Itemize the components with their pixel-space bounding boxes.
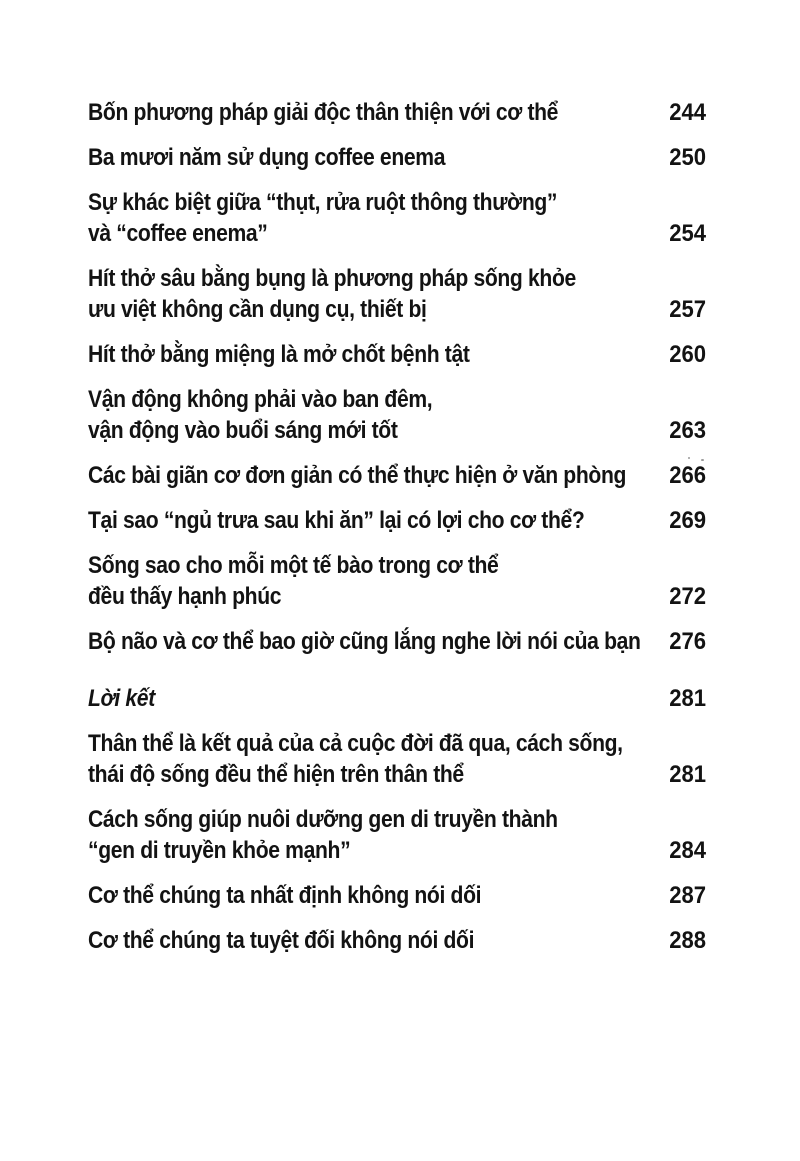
toc-title-line: Các bài giãn cơ đơn giản có thể thực hiện ở văn phòng — [88, 462, 627, 489]
toc-entry — [88, 97, 706, 128]
toc-entry-title — [88, 460, 706, 491]
toc-entry-title — [88, 880, 706, 911]
toc-title-line: Ba mươi năm sử dụng coffee enema — [88, 144, 446, 171]
toc-title-line: Lời kết — [88, 685, 155, 712]
toc-entry-title — [88, 97, 706, 128]
toc-entry-title — [88, 263, 706, 325]
toc-title-line: Cơ thể chúng ta nhất định không nói dối — [88, 882, 482, 909]
toc-title-line: Cách sống giúp nuôi dưỡng gen di truyền thành — [88, 806, 558, 833]
toc-entry — [88, 728, 706, 790]
toc-entry-title — [88, 339, 706, 370]
toc-page-number: 287 — [669, 882, 706, 909]
toc-entry-title — [88, 187, 706, 249]
toc-page-number: 269 — [669, 507, 706, 534]
toc-title-line: Bộ não và cơ thể bao giờ cũng lắng nghe lời nói của bạn — [88, 628, 641, 655]
scan-speck — [688, 457, 690, 459]
toc-page-number: 276 — [669, 628, 706, 655]
toc-entry-title — [88, 683, 706, 714]
toc-title-line: Hít thở sâu bằng bụng là phương pháp sống khỏe — [88, 265, 576, 292]
toc-entry — [88, 460, 706, 491]
toc-entry-title — [88, 550, 706, 612]
toc-page-number: 272 — [669, 583, 706, 610]
toc-page-number: 284 — [669, 837, 706, 864]
scan-speck — [701, 459, 704, 461]
toc-title-line: Sống sao cho mỗi một tế bào trong cơ thể — [88, 552, 499, 579]
toc-entry — [88, 505, 706, 536]
toc-page-number: 281 — [669, 685, 706, 712]
toc-title-line: thái độ sống đều thể hiện trên thân thể — [88, 761, 464, 788]
toc-title-line: Tại sao “ngủ trưa sau khi ăn” lại có lợi cho cơ thể? — [88, 507, 585, 534]
toc-entry-title — [88, 925, 706, 956]
toc-title-line: Thân thể là kết quả của cả cuộc đời đã qua, cách sống, — [88, 730, 623, 757]
toc-title-line: Bốn phương pháp giải độc thân thiện với cơ thể — [88, 99, 559, 126]
toc-page-number: 254 — [669, 220, 706, 247]
toc-entry — [88, 384, 706, 446]
toc-entry — [88, 683, 706, 714]
toc-page-number: 266 — [669, 462, 706, 489]
toc-entry — [88, 925, 706, 956]
toc-page-number: 257 — [669, 296, 706, 323]
toc-entry — [88, 550, 706, 612]
toc-page-number: 260 — [669, 341, 706, 368]
toc-entry — [88, 142, 706, 173]
toc-entry — [88, 804, 706, 866]
toc-title-line: vận động vào buổi sáng mới tốt — [88, 417, 398, 444]
toc-list — [88, 97, 706, 970]
toc-entry-title — [88, 384, 706, 446]
toc-entry-title — [88, 626, 706, 657]
toc-page-number: 250 — [669, 144, 706, 171]
toc-entry-title — [88, 804, 706, 866]
toc-page-number: 263 — [669, 417, 706, 444]
toc-title-line: Vận động không phải vào ban đêm, — [88, 386, 433, 413]
toc-entry — [88, 187, 706, 249]
toc-page-number: 244 — [669, 99, 706, 126]
toc-page-number: 288 — [669, 927, 706, 954]
toc-title-line: Cơ thể chúng ta tuyệt đối không nói dối — [88, 927, 475, 954]
toc-entry — [88, 626, 706, 657]
toc-entry-title — [88, 728, 706, 790]
toc-entry-title — [88, 505, 706, 536]
toc-title-line: ưu việt không cần dụng cụ, thiết bị — [88, 296, 427, 323]
toc-title-line: đều thấy hạnh phúc — [88, 583, 282, 610]
toc-entry — [88, 263, 706, 325]
toc-title-line: Hít thở bằng miệng là mở chốt bệnh tật — [88, 341, 470, 368]
toc-title-line: Sự khác biệt giữa “thụt, rửa ruột thông thường” — [88, 189, 558, 216]
toc-entry — [88, 339, 706, 370]
toc-title-line: và “coffee enema” — [88, 220, 268, 247]
toc-page-number: 281 — [669, 761, 706, 788]
toc-entry — [88, 880, 706, 911]
toc-entry-title — [88, 142, 706, 173]
toc-title-line: “gen di truyền khỏe mạnh” — [88, 837, 351, 864]
